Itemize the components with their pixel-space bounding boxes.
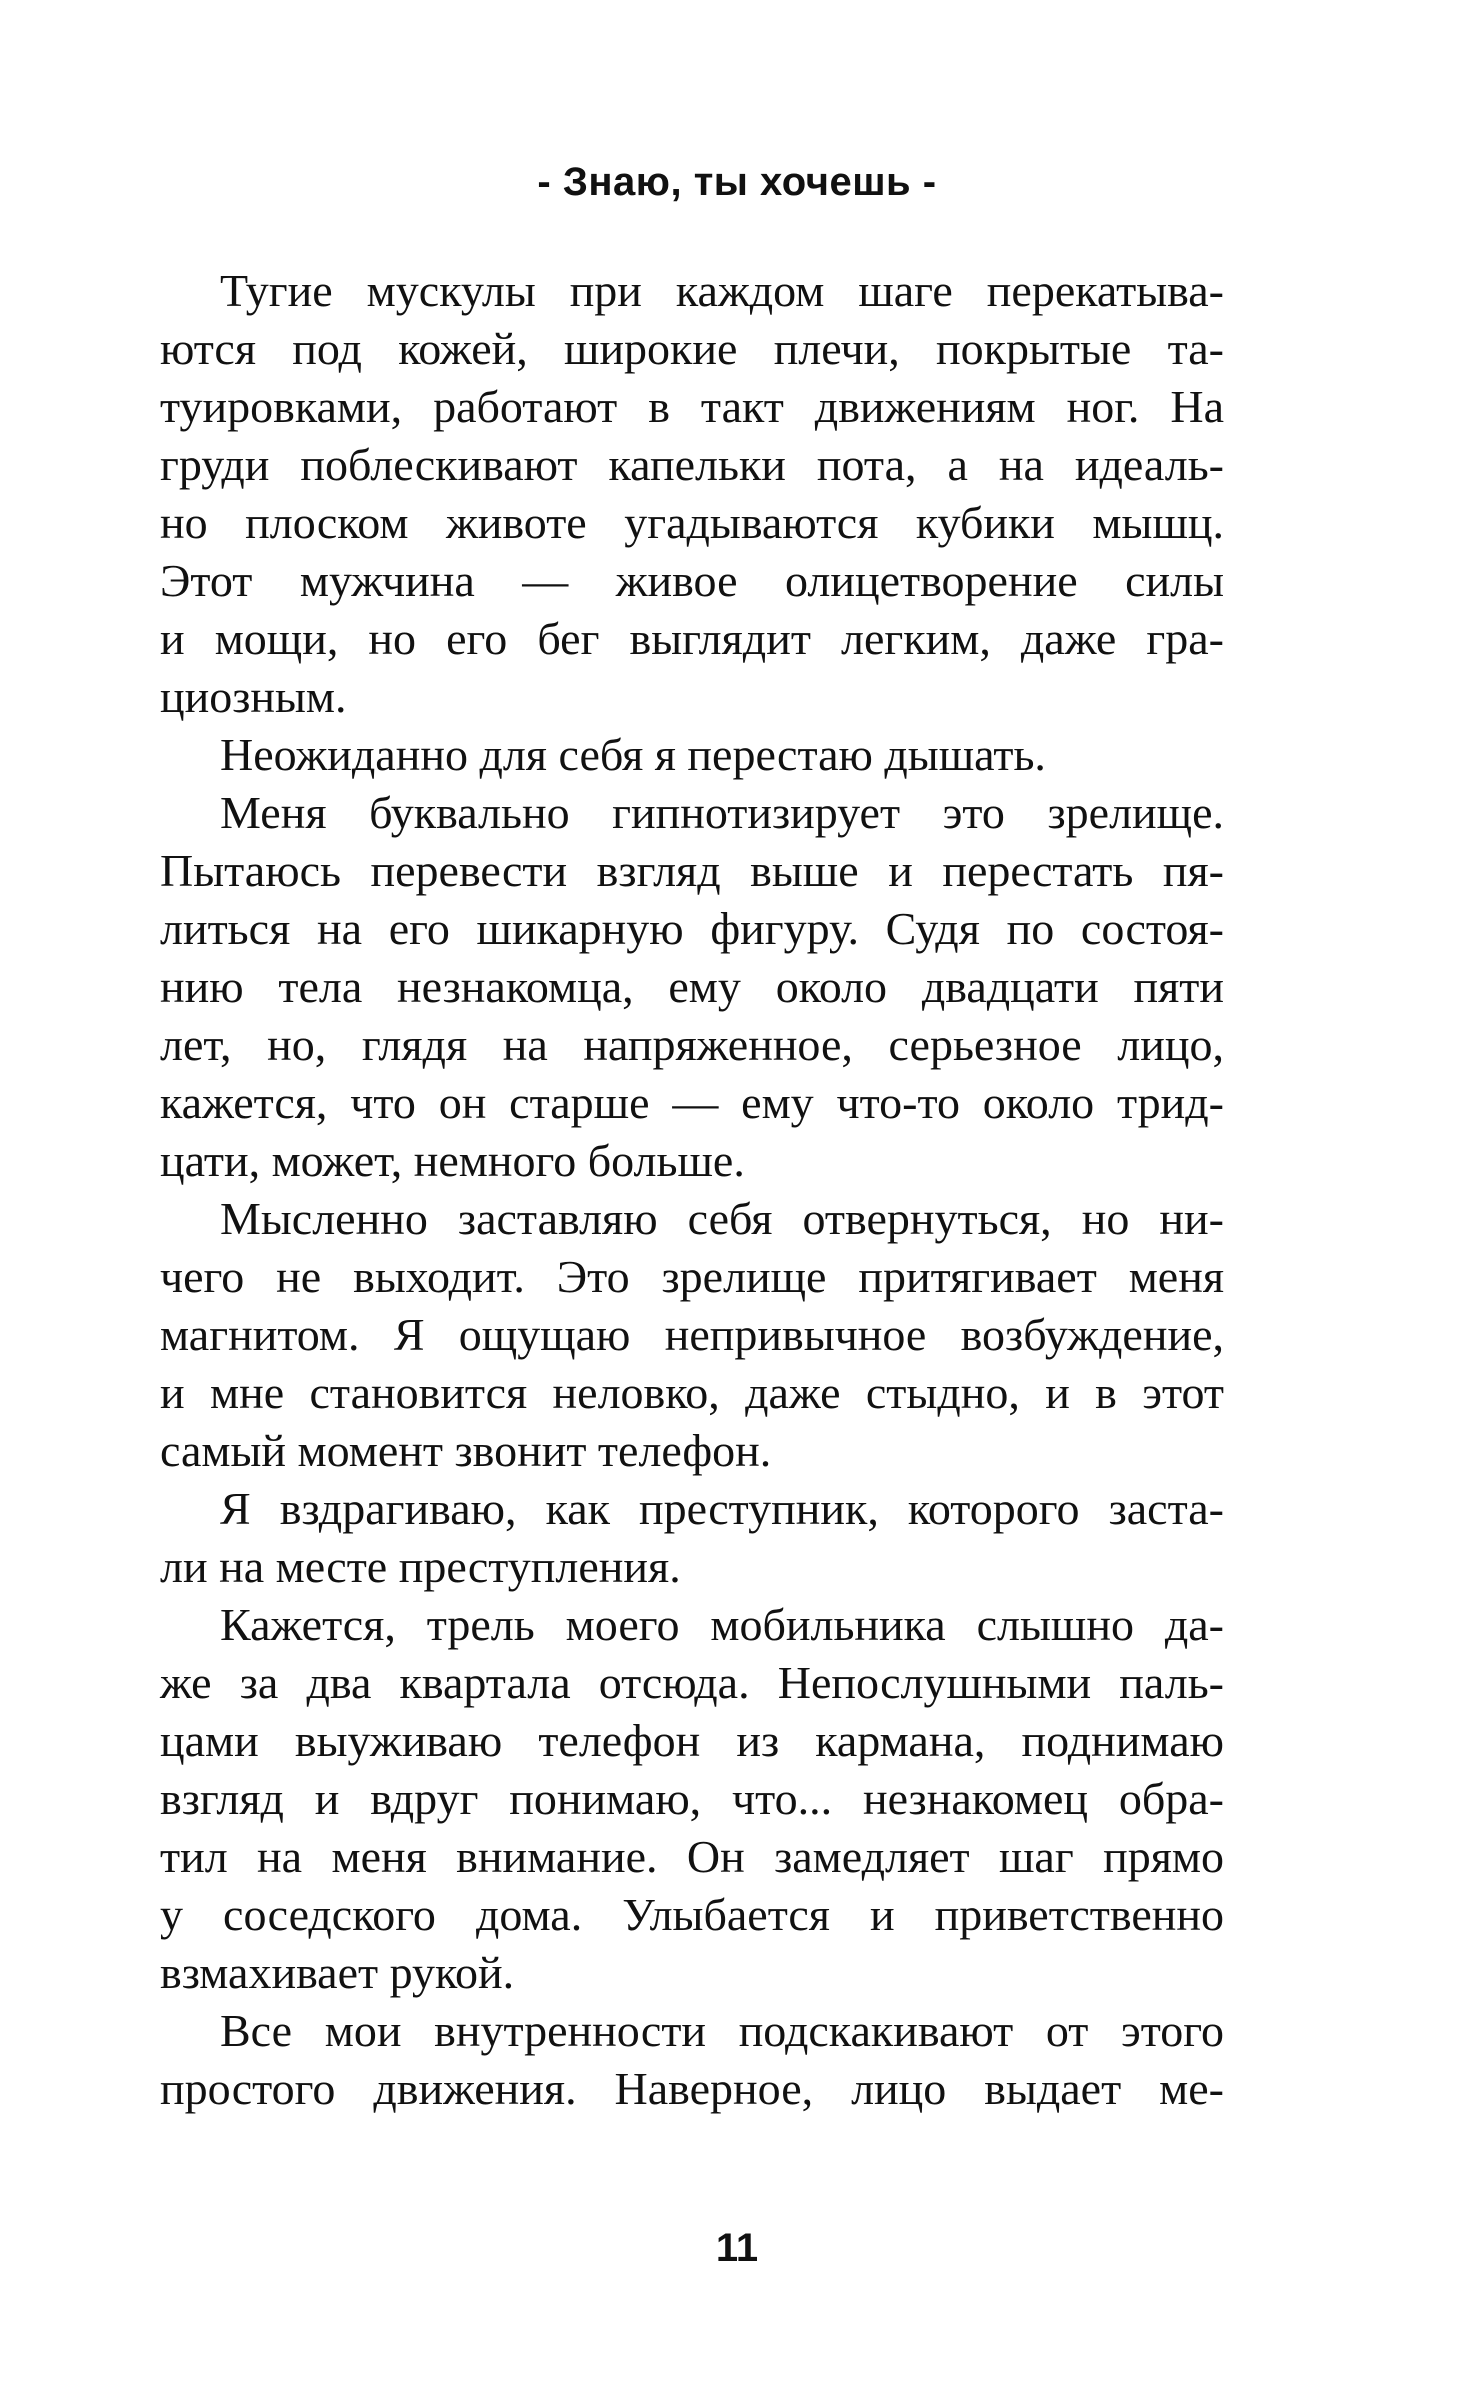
text-line: Мысленно заставляю себя отвернуться, но ни-	[220, 1193, 1224, 1244]
text-line: чего не выходит. Это зрелище притягивает меня	[160, 1251, 1224, 1302]
page-number: 11	[715, 2226, 759, 2270]
text-line: циозным.	[160, 671, 347, 722]
text-line: литься на его шикарную фигуру. Судя по состоя-	[160, 903, 1224, 954]
text-line: цати, может, немного больше.	[160, 1135, 745, 1186]
text-line: же за два квартала отсюда. Непослушными паль-	[160, 1657, 1224, 1708]
text-line: и мощи, но его бег выглядит легким, даже гра-	[160, 613, 1224, 664]
text-line: у соседского дома. Улыбается и приветственно	[160, 1889, 1224, 1940]
text-line: простого движения. Наверное, лицо выдает ме-	[160, 2063, 1224, 2114]
text-line: ли на месте преступления.	[160, 1541, 681, 1592]
text-line: магнитом. Я ощущаю непривычное возбуждение,	[160, 1309, 1224, 1360]
text-line: но плоском животе угадываются кубики мышц.	[160, 497, 1224, 548]
text-line: нию тела незнакомца, ему около двадцати пяти	[160, 961, 1224, 1012]
text-line: Пытаюсь перевести взгляд выше и перестать пя-	[160, 845, 1224, 896]
text-line: лет, но, глядя на напряженное, серьезное лицо,	[160, 1019, 1224, 1070]
text-line: Кажется, трель моего мобильника слышно да-	[220, 1599, 1224, 1650]
text-line: самый момент звонит телефон.	[160, 1425, 772, 1476]
text-line: туировками, работают в такт движениям ног. На	[160, 381, 1224, 432]
text-line: и мне становится неловко, даже стыдно, и в этот	[160, 1367, 1224, 1418]
text-line: Меня буквально гипнотизирует это зрелище.	[220, 787, 1224, 838]
text-line: Все мои внутренности подскакивают от этого	[220, 2005, 1224, 2056]
text-line: ются под кожей, широкие плечи, покрытые та-	[160, 323, 1224, 374]
text-line: цами выуживаю телефон из кармана, поднимаю	[160, 1715, 1224, 1766]
text-line: кажется, что он старше — ему что-то около трид-	[160, 1077, 1224, 1128]
text-line: Я вздрагиваю, как преступник, которого заста-	[220, 1483, 1224, 1534]
text-line: тил на меня внимание. Он замедляет шаг прямо	[160, 1831, 1224, 1882]
running-head-title: - Знаю, ты хочешь -	[537, 160, 937, 204]
text-line: взгляд и вдруг понимаю, что... незнакомец обра-	[160, 1773, 1224, 1824]
text-line: взмахивает рукой.	[160, 1947, 515, 1998]
text-line: Неожиданно для себя я перестаю дышать.	[220, 729, 1046, 780]
text-line: Тугие мускулы при каждом шаге перекатыва-	[220, 265, 1224, 316]
text-line: груди поблескивают капельки пота, а на идеаль-	[160, 439, 1224, 490]
text-line: Этот мужчина — живое олицетворение силы	[160, 555, 1224, 606]
body-text	[160, 262, 1224, 2118]
